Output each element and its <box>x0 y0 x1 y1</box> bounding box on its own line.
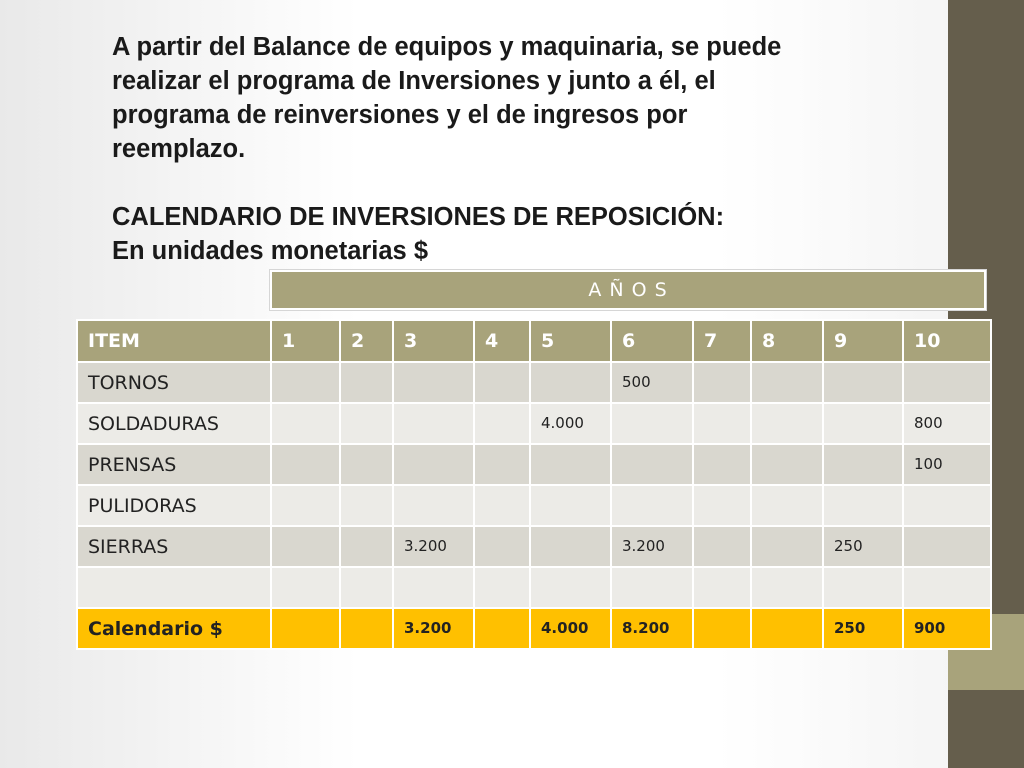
total-value-cell: 4.000 <box>530 608 611 649</box>
value-cell <box>903 362 991 403</box>
calendar-title: CALENDARIO DE INVERSIONES DE REPOSICIÓN: <box>112 203 725 231</box>
header-cell-year: 5 <box>530 320 611 362</box>
value-cell: 500 <box>611 362 693 403</box>
value-cell <box>611 485 693 526</box>
total-value-cell <box>474 608 530 649</box>
value-cell <box>271 485 340 526</box>
item-cell: PRENSAS <box>77 444 271 485</box>
value-cell <box>340 444 393 485</box>
value-cell <box>751 444 823 485</box>
value-cell <box>393 362 474 403</box>
value-cell <box>340 403 393 444</box>
table-row <box>77 567 991 608</box>
value-cell <box>751 526 823 567</box>
value-cell: 3.200 <box>611 526 693 567</box>
value-cell: 4.000 <box>530 403 611 444</box>
value-cell <box>751 485 823 526</box>
total-value-cell: 8.200 <box>611 608 693 649</box>
value-cell: 800 <box>903 403 991 444</box>
header-cell-year: 4 <box>474 320 530 362</box>
value-cell <box>823 567 903 608</box>
total-value-cell: 900 <box>903 608 991 649</box>
total-value-cell: 250 <box>823 608 903 649</box>
value-cell <box>751 567 823 608</box>
value-cell <box>474 403 530 444</box>
value-cell <box>393 444 474 485</box>
item-cell: TORNOS <box>77 362 271 403</box>
value-cell <box>474 567 530 608</box>
item-cell: SIERRAS <box>77 526 271 567</box>
total-value-cell <box>340 608 393 649</box>
value-cell <box>474 526 530 567</box>
header-cell-year: 8 <box>751 320 823 362</box>
total-value-cell <box>693 608 751 649</box>
header-cell-year: 6 <box>611 320 693 362</box>
value-cell <box>474 362 530 403</box>
value-cell <box>751 362 823 403</box>
value-cell <box>903 526 991 567</box>
value-cell <box>530 567 611 608</box>
value-cell: 250 <box>823 526 903 567</box>
value-cell: 3.200 <box>393 526 474 567</box>
value-cell <box>530 362 611 403</box>
value-cell <box>693 362 751 403</box>
calendar-heading <box>112 200 912 268</box>
value-cell <box>611 444 693 485</box>
total-value-cell <box>271 608 340 649</box>
header-cell-year: 10 <box>903 320 991 362</box>
value-cell <box>823 485 903 526</box>
value-cell <box>693 567 751 608</box>
table-header-row <box>77 320 991 362</box>
header-cell-year: 9 <box>823 320 903 362</box>
header-cell-year: 1 <box>271 320 340 362</box>
value-cell <box>530 526 611 567</box>
value-cell <box>271 403 340 444</box>
item-cell <box>77 567 271 608</box>
total-row <box>77 608 991 649</box>
value-cell <box>611 567 693 608</box>
value-cell <box>530 444 611 485</box>
years-header: A Ñ O S <box>270 270 986 310</box>
header-cell-year: 2 <box>340 320 393 362</box>
value-cell <box>693 403 751 444</box>
total-value-cell <box>751 608 823 649</box>
value-cell <box>271 362 340 403</box>
value-cell <box>903 485 991 526</box>
value-cell <box>474 444 530 485</box>
intro-line: reemplazo. <box>112 135 246 163</box>
value-cell <box>340 526 393 567</box>
total-value-cell: 3.200 <box>393 608 474 649</box>
item-cell: PULIDORAS <box>77 485 271 526</box>
intro-paragraph <box>112 30 892 166</box>
table-row <box>77 485 991 526</box>
value-cell <box>823 362 903 403</box>
value-cell <box>393 403 474 444</box>
value-cell <box>751 403 823 444</box>
value-cell <box>903 567 991 608</box>
intro-line: A partir del Balance de equipos y maquinaria, se puede <box>112 33 782 61</box>
value-cell <box>271 444 340 485</box>
value-cell <box>474 485 530 526</box>
value-cell <box>611 403 693 444</box>
value-cell <box>393 485 474 526</box>
value-cell <box>693 526 751 567</box>
item-cell: SOLDADURAS <box>77 403 271 444</box>
intro-line: realizar el programa de Inversiones y junto a él, el <box>112 67 716 95</box>
value-cell <box>693 444 751 485</box>
value-cell <box>393 567 474 608</box>
table-row <box>77 403 991 444</box>
value-cell <box>823 403 903 444</box>
value-cell <box>271 567 340 608</box>
investment-calendar-table <box>76 319 992 650</box>
value-cell: 100 <box>903 444 991 485</box>
value-cell <box>693 485 751 526</box>
value-cell <box>823 444 903 485</box>
table-row <box>77 526 991 567</box>
value-cell <box>271 526 340 567</box>
total-label-cell: Calendario $ <box>77 608 271 649</box>
value-cell <box>340 485 393 526</box>
header-cell-year: 7 <box>693 320 751 362</box>
header-cell-item: ITEM <box>77 320 271 362</box>
table-row <box>77 444 991 485</box>
value-cell <box>340 362 393 403</box>
value-cell <box>530 485 611 526</box>
calendar-subtitle: En unidades monetarias $ <box>112 237 429 265</box>
header-cell-year: 3 <box>393 320 474 362</box>
intro-line: programa de reinversiones y el de ingresos por <box>112 101 688 129</box>
table-row <box>77 362 991 403</box>
value-cell <box>340 567 393 608</box>
